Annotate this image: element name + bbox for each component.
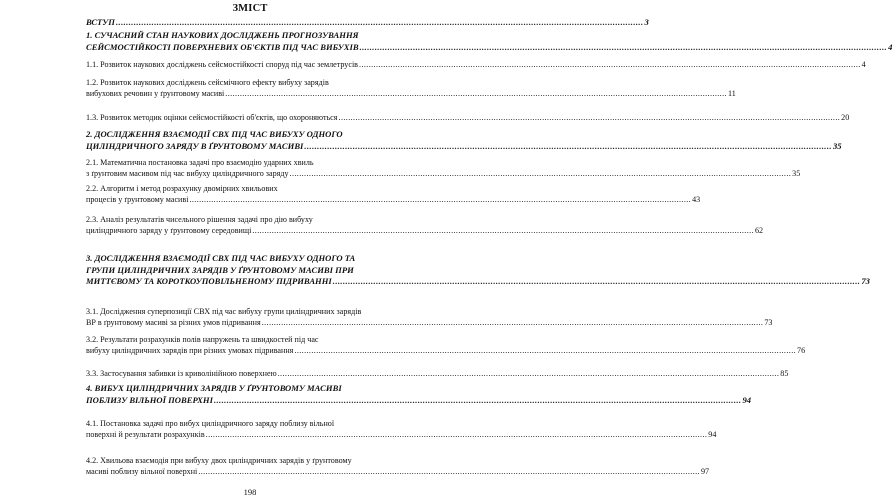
toc-entry-text: поверхні й результати розрахунків: [86, 430, 205, 439]
toc-entry-text: 2. ДОСЛІДЖЕННЯ ВЗАЄМОДІЇ СВХ ПІД ЧАС ВИБУХУ ОДНОГО: [86, 129, 343, 139]
toc-entry-text: 3. ДОСЛІДЖЕННЯ ВЗАЄМОДІЇ СВХ ПІД ЧАС ВИБУХУ ОДНОГО ТА: [86, 253, 356, 263]
toc-entry-text: 1.2. Розвиток наукових досліджень сейсмічного ефекту вибуху зарядів: [86, 78, 329, 87]
dot-leader: [189, 194, 691, 205]
dot-leader: [304, 141, 832, 153]
toc-page-number: 73: [764, 318, 773, 327]
toc-entry-line: [86, 394, 752, 407]
toc-page-number: 94: [708, 430, 717, 439]
dot-leader: [290, 168, 792, 179]
toc-page-number: 20: [841, 113, 850, 122]
toc-page-number: 35: [832, 140, 842, 151]
dot-leader: [262, 317, 764, 328]
toc-entry-line: [86, 88, 736, 99]
toc-entry-text: циліндричного заряду у ґрунтовому середовищі: [86, 226, 252, 235]
toc-page-number: 94: [742, 394, 752, 405]
toc-entry-line: [86, 168, 801, 179]
toc-entry-text: 3.3. Застосування забивки із криволінійною поверхнею: [86, 369, 277, 378]
dot-leader: [214, 395, 742, 407]
toc-entry-line: [86, 140, 842, 153]
toc-entry-text: ПОБЛИЗУ ВІЛЬНОЇ ПОВЕРХНІ: [86, 394, 213, 405]
toc-entry: [86, 368, 789, 379]
toc-entry: [86, 129, 842, 152]
dot-leader: [359, 59, 861, 70]
toc-entry-line: [86, 112, 850, 123]
dot-leader: [278, 368, 780, 379]
toc-entry: [86, 306, 773, 328]
toc-entry: [86, 183, 701, 205]
toc-entry: [86, 253, 870, 288]
toc-entry-line: [86, 225, 764, 236]
toc-entry-text: процесів у ґрунтовому масиві: [86, 195, 189, 204]
toc-entry-text: вибухових речовин у ґрунтовому масиві: [86, 89, 225, 98]
toc-entry-line: [86, 59, 866, 70]
toc-entry-text: вибуху циліндричних зарядів при різних умовах підривання: [86, 346, 294, 355]
toc-page-number: 4: [861, 60, 866, 69]
page-title: ЗМІСТ: [232, 3, 268, 14]
toc-entry-text: ЦИЛІНДРИЧНОГО ЗАРЯДУ В ҐРУНТОВОМУ МАСИВІ: [86, 140, 304, 151]
toc-entry-line: [86, 17, 649, 29]
dot-leader: [206, 429, 708, 440]
toc-entry-line: [86, 317, 773, 328]
dot-leader: [339, 112, 841, 123]
page-number: 198: [243, 487, 257, 497]
toc-entry-text: МИТТЄВОМУ ТА КОРОТКОУПОВІЛЬНЕНОМУ ПІДРИВАННІ: [86, 276, 332, 286]
toc-page-number: 97: [700, 467, 710, 476]
toc-entry-text: 1.1. Розвиток наукових досліджень сейсмостійкості споруд під час землетрусів: [86, 60, 359, 69]
toc-entry-line: [86, 194, 701, 205]
dot-leader: [333, 276, 861, 288]
toc-entry: [86, 112, 850, 123]
dot-leader: [225, 88, 727, 99]
toc-entry-text: 4.2. Хвильова взаємодія при вибуху двох циліндричних зарядів у ґрунтовому: [86, 456, 352, 465]
toc-entry-text: 2.1. Математична постановка задачі про взаємодію ударних хвиль: [86, 158, 314, 167]
toc-entry-line: [86, 345, 806, 356]
dot-leader: [116, 17, 644, 29]
toc-entry: [86, 418, 717, 440]
toc-entry-line: [86, 41, 892, 54]
toc-entry-text: ВСТУП: [86, 17, 115, 27]
toc-entry-text: 1.3. Розвиток методик оцінки сейсмостійкості об'єктів, що охороняються: [86, 113, 338, 122]
toc-entry: [86, 30, 892, 53]
toc-page-number: 35: [792, 169, 801, 178]
toc-page-number: 76: [797, 346, 806, 355]
toc-entry-text: СЕЙСМОСТІЙКОСТІ ПОВЕРХНЕВИХ ОБ'ЄКТІВ ПІД ЧАС ВИБУХІВ: [86, 41, 359, 52]
toc-entry-text: 3.2. Результати розрахунків полів напружень та швидкостей під час: [86, 335, 319, 344]
toc-entry-text: 4.1. Постановка задачі про вибух циліндричного заряду поблизу вільної: [86, 419, 335, 428]
dot-leader: [294, 345, 796, 356]
toc-entry-text: з ґрунтовим масивом під час вибуху циліндричного заряду: [86, 169, 289, 178]
toc-page-number: 43: [692, 195, 701, 204]
toc-entry: [86, 383, 752, 406]
toc-page-number: 73: [861, 276, 870, 286]
toc-entry-line: [86, 466, 710, 477]
toc-entry-line: [86, 429, 717, 440]
toc-entry: [86, 17, 649, 29]
dot-leader: [198, 466, 700, 477]
toc-entry-text: масиві поблизу вільної поверхні: [86, 467, 198, 476]
toc-entry-text: 2.2. Алгоритм і метод розрахунку двомірних хвильових: [86, 184, 278, 193]
dot-leader: [252, 225, 754, 236]
toc-entry-line: [86, 276, 870, 288]
toc-entry-text: 3.1. Дослідження суперпозиції СВХ під час вибуху групи циліндричних зарядів: [86, 307, 362, 316]
toc-entry: [86, 455, 710, 477]
toc-page-number: 3: [644, 17, 649, 27]
toc-entry-text: 4. ВИБУХ ЦИЛІНДРИЧНИХ ЗАРЯДІВ У ҐРУНТОВОМУ МАСИВІ: [86, 383, 342, 393]
toc-entry: [86, 214, 764, 236]
dot-leader: [360, 42, 888, 54]
toc-page-number: 11: [727, 89, 736, 98]
toc-entry: [86, 77, 736, 99]
toc-page-number: 85: [780, 369, 789, 378]
toc-entry-text: ГРУПИ ЦИЛІНДРИЧНИХ ЗАРЯДІВ У ҐРУНТОВОМУ МАСИВІ ПРИ: [86, 264, 354, 275]
toc-entry: [86, 59, 866, 70]
toc-page-number: 4: [888, 41, 892, 52]
toc-entry: [86, 334, 806, 356]
toc-entry-text: 2.3. Аналіз результатів чисельного рішення задачі про дію вибуху: [86, 215, 313, 224]
toc-entry-text: ВР в ґрунтовому масиві за різних умов підривання: [86, 318, 261, 327]
toc-entry-line: [86, 368, 789, 379]
toc-entry: [86, 157, 801, 179]
toc-entry-text: 1. СУЧАСНИЙ СТАН НАУКОВИХ ДОСЛІДЖЕНЬ ПРОГНОЗУВАННЯ: [86, 30, 359, 40]
toc-page-number: 62: [755, 226, 764, 235]
